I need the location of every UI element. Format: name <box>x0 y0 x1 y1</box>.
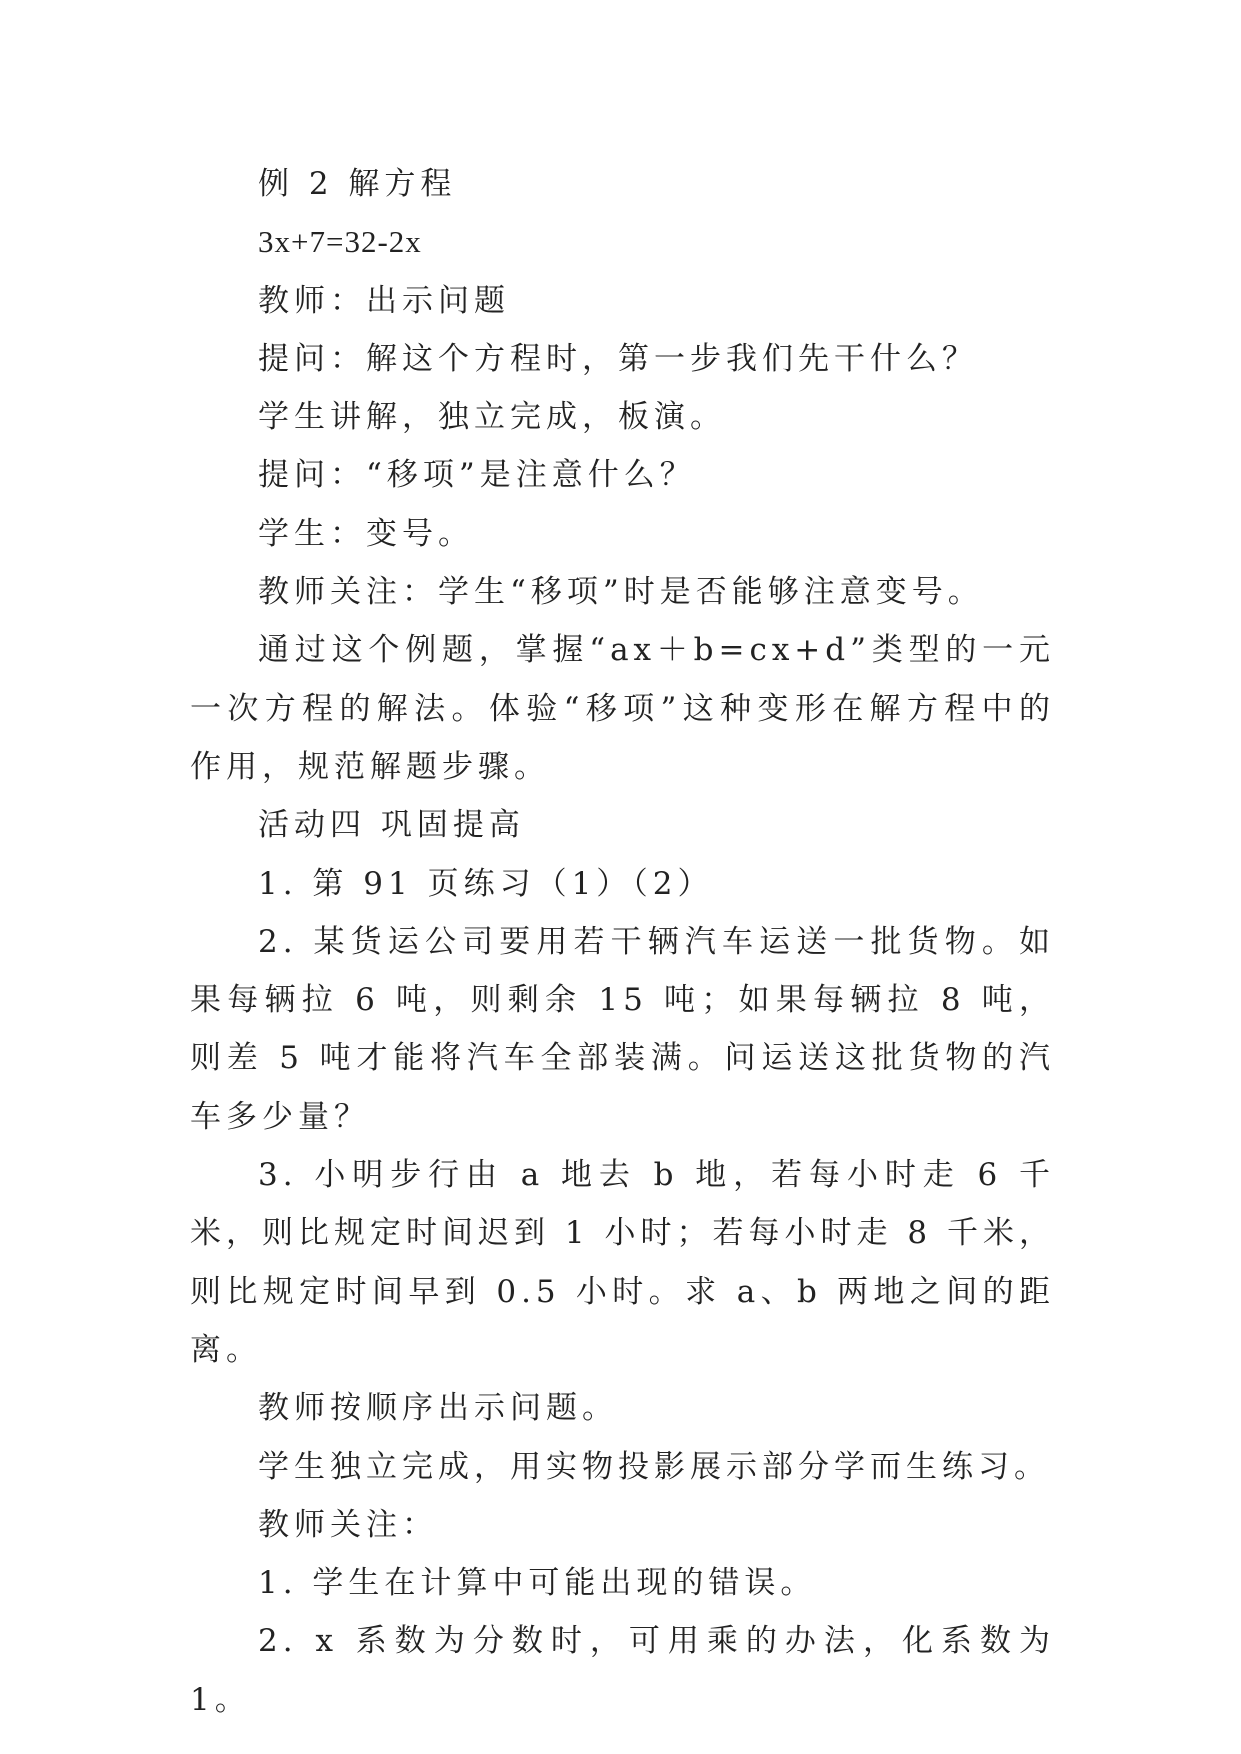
student-answer: 学生：变号。 <box>258 515 474 552</box>
exercise-item-1: 1. 第 91 页练习（1）（2） <box>258 865 714 902</box>
question-first-step: 提问：解这个方程时，第一步我们先干什么？ <box>258 340 978 377</box>
teacher-step: 教师：出示问题 <box>258 282 510 319</box>
teacher-present: 教师按顺序出示问题。 <box>258 1390 618 1427</box>
focus-item-1: 1. 学生在计算中可能出现的错误。 <box>258 1565 817 1602</box>
teacher-focus-heading: 教师关注： <box>258 1506 438 1543</box>
student-step: 学生讲解，独立完成，板演。 <box>258 399 726 436</box>
teacher-focus-sign: 教师关注：学生“移项”时是否能够注意变号。 <box>258 574 984 611</box>
exercise-item-3: 3. 小明步行由 a 地去 b 地，若每小时走 6 千米，则比规定时间迟到 1 小时；若每小时走 8 千米，则比规定时间早到 0.5 小时。求 a、b 两地之间的距离。 <box>190 1157 1055 1368</box>
exercise-item-2: 2. 某货运公司要用若干辆汽车运送一批货物。如果每辆拉 6 吨，则剩余 15 吨；如果每辆拉 8 吨，则差 5 吨才能将汽车全部装满。问运送这批货物的汽车多少量？ <box>190 923 1055 1135</box>
activity-heading: 活动四 巩固提高 <box>258 807 525 844</box>
focus-item-2: 2. x 系数为分数时，可用乘的办法，化系数为 1。 <box>190 1623 1055 1718</box>
document-body <box>190 155 1055 1729</box>
equation: 3x+7=32-2x <box>258 224 422 260</box>
student-practice: 学生独立完成，用实物投影展示部分学而生练习。 <box>258 1448 1050 1485</box>
question-transposition: 提问：“移项”是注意什么？ <box>258 457 696 494</box>
summary-paragraph: 通过这个例题，掌握“ax＋b=cx+d”类型的一元一次方程的解法。体验“移项”这种变形在解方程中的作用，规范解题步骤。 <box>190 632 1055 785</box>
example-heading: 例 2 解方程 <box>258 166 457 202</box>
